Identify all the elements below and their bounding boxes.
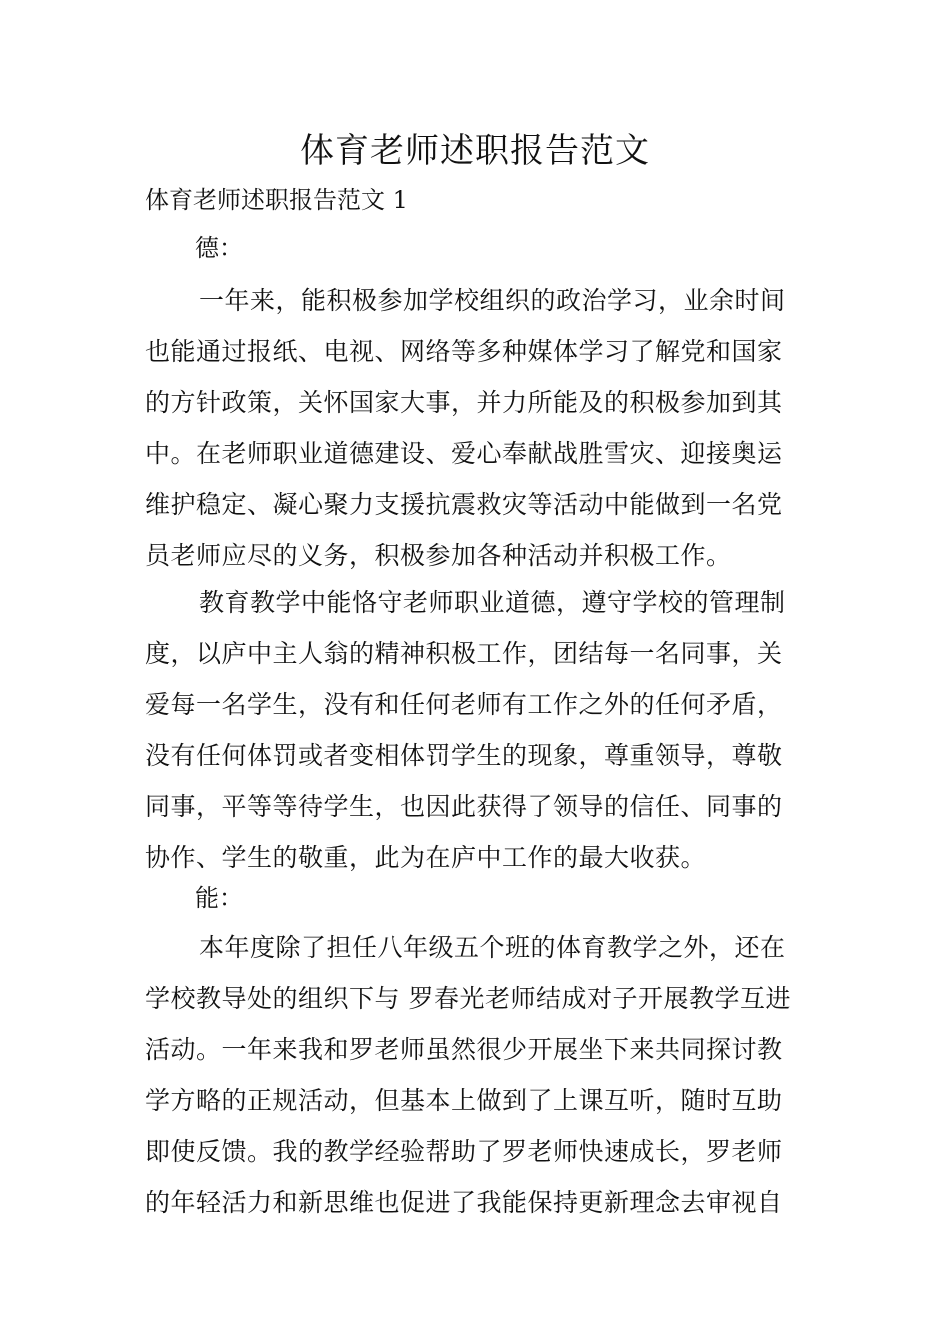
paragraph-line: 维护稳定、凝心聚力支援抗震救灾等活动中能做到一名党 — [145, 490, 783, 519]
section-heading-neng: 能： — [195, 884, 243, 912]
paragraph-line: 的年轻活力和新思维也促进了我能保持更新理念去审视自 — [145, 1188, 783, 1217]
paragraph-line: 度，以庐中主人翁的精神积极工作，团结每一名同事，关 — [145, 639, 783, 668]
paragraph-line: 即使反馈。我的教学经验帮助了罗老师快速成长，罗老师 — [145, 1137, 783, 1166]
paragraph-line: 活动。一年来我和罗老师虽然很少开展坐下来共同探讨教 — [145, 1035, 783, 1064]
paragraph-line: 教育教学中能恪守老师职业道德，遵守学校的管理制 — [199, 588, 786, 617]
document-subtitle: 体育老师述职报告范文 1 — [145, 186, 408, 214]
paragraph-line: 也能通过报纸、电视、网络等多种媒体学习了解党和国家 — [145, 337, 783, 366]
paragraph-line: 本年度除了担任八年级五个班的体育教学之外，还在 — [199, 933, 786, 962]
paragraph-line: 中。在老师职业道德建设、爱心奉献战胜雪灾、迎接奥运 — [145, 439, 783, 468]
paragraph — [145, 275, 805, 581]
paragraph-line: 没有任何体罚或者变相体罚学生的现象，尊重领导，尊敬 — [145, 741, 783, 770]
paragraph-line: 的方针政策，关怀国家大事，并力所能及的积极参加到其 — [145, 388, 783, 417]
paragraph-line: 同事，平等等待学生，也因此获得了领导的信任、同事的 — [145, 792, 783, 821]
document-title: 体育老师述职报告范文 — [300, 131, 650, 171]
section-heading-de: 德： — [195, 234, 243, 262]
paragraph-line: 员老师应尽的义务，积极参加各种活动并积极工作。 — [145, 541, 732, 570]
paragraph-line: 学校教导处的组织下与 罗春光老师结成对子开展教学互进 — [145, 984, 791, 1013]
paragraph-line: 一年来，能积极参加学校组织的政治学习，业余时间 — [199, 286, 786, 315]
paragraph — [145, 577, 805, 883]
paragraph-line: 协作、学生的敬重，此为在庐中工作的最大收获。 — [145, 843, 707, 872]
paragraph — [145, 922, 805, 1228]
paragraph-line: 爱每一名学生，没有和任何老师有工作之外的任何矛盾， — [145, 690, 783, 719]
paragraph-line: 学方略的正规活动，但基本上做到了上课互听，随时互助 — [145, 1086, 783, 1115]
